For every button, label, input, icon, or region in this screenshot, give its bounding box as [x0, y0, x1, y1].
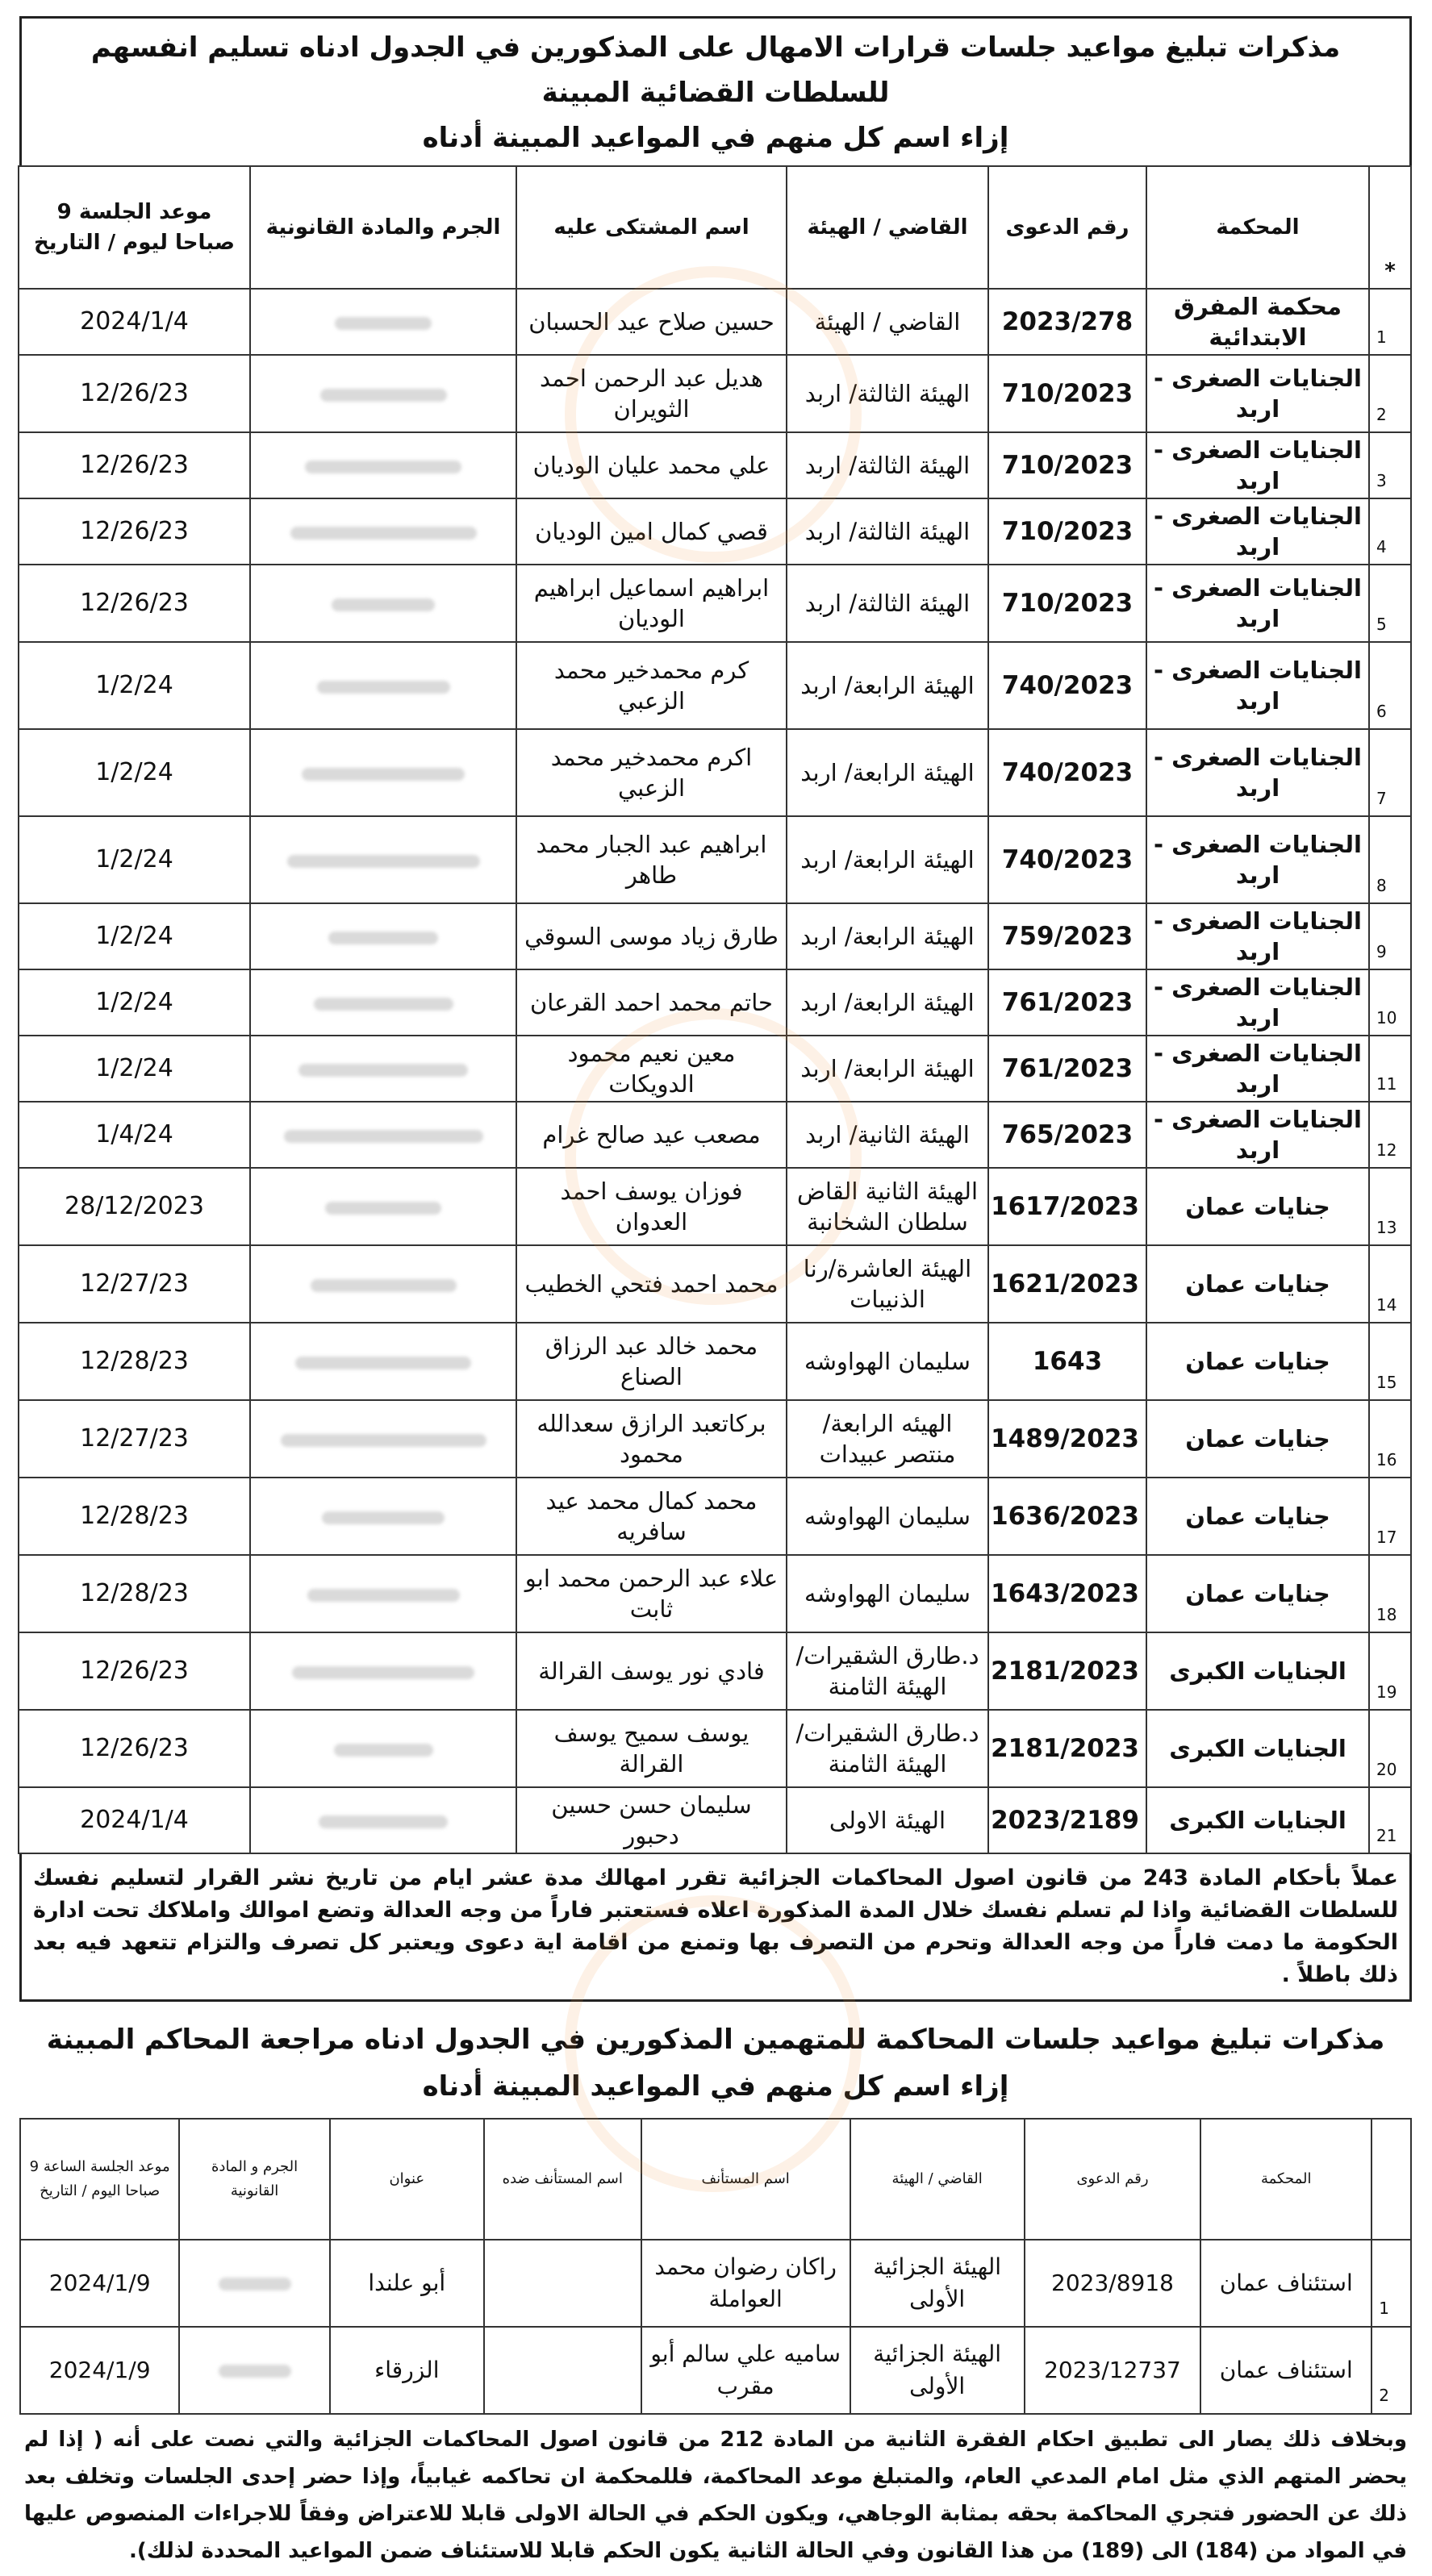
row-number: 3: [1369, 432, 1411, 498]
row-number: 20: [1369, 1710, 1411, 1787]
case-number-cell: 2023/12737: [1025, 2327, 1200, 2414]
crime-cell-redacted: [250, 1710, 516, 1787]
court-cell: الجنايات الصغرى - اربد: [1146, 903, 1369, 969]
crime-cell-redacted: [250, 1245, 516, 1323]
redacted-text: [299, 1064, 468, 1077]
session-date-cell: 1/2/24: [19, 642, 250, 729]
case-number-cell: 1489/2023: [988, 1400, 1146, 1478]
crime-cell-redacted: [179, 2327, 330, 2414]
defendant-name-cell: هديل عبد الرحمن احمد الثويران: [516, 355, 787, 432]
redacted-text: [314, 998, 453, 1011]
session-date-cell: 2024/1/4: [19, 289, 250, 355]
redacted-text: [322, 1511, 445, 1524]
table-row: [19, 355, 1411, 432]
judge-cell: الهيئة الرابعة/ اربد: [787, 1036, 988, 1102]
redacted-text: [302, 768, 465, 781]
court-cell: الجنايات الكبرى: [1146, 1787, 1369, 1853]
table-row: [19, 289, 1411, 355]
case-number-cell: 1636/2023: [988, 1478, 1146, 1555]
judge-cell: الهيئة الرابعة/ اربد: [787, 816, 988, 903]
redacted-text: [307, 1589, 460, 1602]
table-row: [19, 969, 1411, 1036]
crime-cell-redacted: [250, 1787, 516, 1853]
defendant-name-cell: حسين صلاح عيد الحسبان: [516, 289, 787, 355]
redacted-text: [325, 1202, 441, 1215]
header-case: رقم الدعوى: [988, 166, 1146, 289]
judge-cell: الهيئة الثانية القاض سلطان الشخانبة: [787, 1168, 988, 1245]
court-cell: جنايات عمان: [1146, 1400, 1369, 1478]
crime-cell-redacted: [250, 903, 516, 969]
defendant-name-cell: فوزان يوسف احمد العدوان: [516, 1168, 787, 1245]
redacted-text: [311, 1279, 457, 1292]
redacted-text: [328, 932, 438, 944]
row-number: 1: [1371, 2240, 1411, 2327]
section1-title-line1: مذكرات تبليغ مواعيد جلسات قرارات الامهال على المذكورين في الجدول ادناه تسليم انفسهم للسلطات القضائية المبينة: [90, 31, 1341, 109]
court-cell: جنايات عمان: [1146, 1168, 1369, 1245]
crime-cell-redacted: [250, 1323, 516, 1400]
judge-cell: الهيئة الرابعة/ اربد: [787, 969, 988, 1036]
defendant-name-cell: ابراهيم عبد الجبار محمد طاهر: [516, 816, 787, 903]
session-date-cell: 12/26/23: [19, 355, 250, 432]
case-number-cell: 2023/2189: [988, 1787, 1146, 1853]
defendant-name-cell: يوسف سميح يوسف القرالة: [516, 1710, 787, 1787]
court-cell: استئناف عمان: [1200, 2240, 1371, 2327]
case-number-cell: 759/2023: [988, 903, 1146, 969]
case-number-cell: 2023/8918: [1025, 2240, 1200, 2327]
judge-cell: د.طارق الشقيرات/الهيئة الثامنة: [787, 1710, 988, 1787]
table-row: [19, 903, 1411, 969]
redacted-text: [284, 1130, 483, 1143]
header2-court: المحكمة: [1200, 2119, 1371, 2240]
case-number-cell: 1617/2023: [988, 1168, 1146, 1245]
header-num: *: [1369, 166, 1411, 289]
crime-cell-redacted: [250, 642, 516, 729]
row-number: 19: [1369, 1632, 1411, 1710]
court-cell: جنايات عمان: [1146, 1478, 1369, 1555]
row-number: 18: [1369, 1555, 1411, 1632]
table-row: [19, 1632, 1411, 1710]
court-cell: الجنايات الصغرى - اربد: [1146, 432, 1369, 498]
session-date-cell: 1/4/24: [19, 1102, 250, 1168]
judge-cell: الهيئة الرابعة/ اربد: [787, 642, 988, 729]
table-row: [19, 1245, 1411, 1323]
table-row: [19, 642, 1411, 729]
crime-cell-redacted: [250, 355, 516, 432]
table-row: [19, 816, 1411, 903]
table-row: [19, 565, 1411, 642]
section2-header-row: [20, 2119, 1411, 2240]
court-cell: جنايات عمان: [1146, 1245, 1369, 1323]
crime-cell-redacted: [250, 1102, 516, 1168]
crime-cell-redacted: [250, 289, 516, 355]
case-number-cell: 740/2023: [988, 816, 1146, 903]
session-date-cell: 28/12/2023: [19, 1168, 250, 1245]
case-number-cell: 740/2023: [988, 729, 1146, 816]
court-cell: جنايات عمان: [1146, 1323, 1369, 1400]
defendant-name-cell: محمد خالد عبد الرزاق الصناع: [516, 1323, 787, 1400]
judge-cell: الهيئة الثالثة/ اربد: [787, 565, 988, 642]
crime-cell-redacted: [250, 432, 516, 498]
table-row: [19, 1400, 1411, 1478]
case-number-cell: 740/2023: [988, 642, 1146, 729]
table-row: [19, 1168, 1411, 1245]
crime-cell-redacted: [250, 565, 516, 642]
header2-date: موعد الجلسة الساعة 9 صباحا اليوم / التاريخ: [20, 2119, 179, 2240]
crime-cell-redacted: [250, 816, 516, 903]
section1-table: [18, 165, 1412, 1854]
redacted-text: [219, 2278, 291, 2290]
judge-cell: الهيئة الجزائية الأولى: [850, 2240, 1025, 2327]
judge-cell: الهيئة الرابعة/ اربد: [787, 903, 988, 969]
session-date-cell: 2024/1/9: [20, 2327, 179, 2414]
header2-appellant: اسم المستأنف: [641, 2119, 850, 2240]
defendant-name-cell: ابراهيم اسماعيل ابراهيم الوديان: [516, 565, 787, 642]
redacted-text: [292, 1666, 474, 1679]
defendant-name-cell: حاتم محمد احمد القرعان: [516, 969, 787, 1036]
redacted-text: [290, 527, 477, 540]
row-number: 11: [1369, 1036, 1411, 1102]
session-date-cell: 1/2/24: [19, 1036, 250, 1102]
defendant-name-cell: محمد احمد فتحي الخطيب: [516, 1245, 787, 1323]
session-date-cell: 12/26/23: [19, 1710, 250, 1787]
defendant-name-cell: بركاتعبد الرازق سعدالله محمود: [516, 1400, 787, 1478]
defendant-name-cell: اكرم محمدخير محمد الزعبي: [516, 729, 787, 816]
case-number-cell: 1643: [988, 1323, 1146, 1400]
judge-cell: الهيئه الرابعة/منتصر عبيدات: [787, 1400, 988, 1478]
row-number: 15: [1369, 1323, 1411, 1400]
session-date-cell: 1/2/24: [19, 816, 250, 903]
table-row: [19, 432, 1411, 498]
defendant-name-cell: علي محمد عليان الوديان: [516, 432, 787, 498]
judge-cell: الهيئة الثالثة/ اربد: [787, 432, 988, 498]
header2-respondent: اسم المستأنف ضده: [484, 2119, 641, 2240]
case-number-cell: 710/2023: [988, 498, 1146, 565]
court-cell: الجنايات الصغرى - اربد: [1146, 565, 1369, 642]
crime-cell-redacted: [250, 1168, 516, 1245]
session-date-cell: 12/27/23: [19, 1400, 250, 1478]
case-number-cell: 765/2023: [988, 1102, 1146, 1168]
crime-cell-redacted: [179, 2240, 330, 2327]
section2-table: [19, 2118, 1412, 2415]
redacted-text: [287, 855, 480, 868]
header-judge: القاضي / الهيئة: [787, 166, 988, 289]
table-row: [19, 1036, 1411, 1102]
table-row: [19, 1323, 1411, 1400]
row-number: 1: [1369, 289, 1411, 355]
court-cell: الجنايات الصغرى - اربد: [1146, 1036, 1369, 1102]
row-number: 7: [1369, 729, 1411, 816]
judge-cell: الهيئة الجزائية الأولى: [850, 2327, 1025, 2414]
crime-cell-redacted: [250, 498, 516, 565]
table-row: [19, 1478, 1411, 1555]
session-date-cell: 12/26/23: [19, 565, 250, 642]
court-cell: الجنايات الصغرى - اربد: [1146, 729, 1369, 816]
session-date-cell: 1/2/24: [19, 729, 250, 816]
judge-cell: الهيئة العاشرة/رنا الذنيبات: [787, 1245, 988, 1323]
row-number: 8: [1369, 816, 1411, 903]
row-number: 13: [1369, 1168, 1411, 1245]
court-cell: الجنايات الصغرى - اربد: [1146, 816, 1369, 903]
session-date-cell: 12/26/23: [19, 498, 250, 565]
row-number: 14: [1369, 1245, 1411, 1323]
address-cell: الزرقاء: [330, 2327, 484, 2414]
row-number: 16: [1369, 1400, 1411, 1478]
section2-note: وبخلاف ذلك يصار الى تطبيق احكام الفقرة الثانية من المادة 212 من قانون اصول المحاكمات الجزائية والتي نصت على أنه ( إذا لم يحضر المتهم الذي مثل امام المدعي العام، والمتبلغ موعد المحاكمة، فللمحكمة ان تحاكمه غيابياً، وإذا حضر إحدى الجلسات وتخلف بعد ذلك عن الحضور فتجري المحاكمة بحقه بمثابة الوجاهي، ويكون الحكم في الحالة الاولى قابلا للاعتراض وفقاً للاجراءات المنصوص عليها في المواد من (184) الى (189) من هذا القانون وفي الحالة الثانية يكون الحكم قابلا للاستئناف ضمن المواعيد المحددة لذلك).: [24, 2428, 1407, 2563]
case-number-cell: 1621/2023: [988, 1245, 1146, 1323]
session-date-cell: 2024/1/9: [20, 2240, 179, 2327]
court-cell: محكمة المفرق الابتدائية: [1146, 289, 1369, 355]
judge-cell: سليمان الهواوشه: [787, 1478, 988, 1555]
table-row: [19, 1710, 1411, 1787]
defendant-name-cell: مصعب عيد صالح غرام: [516, 1102, 787, 1168]
judge-cell: الهيئة الثالثة/ اربد: [787, 498, 988, 565]
defendant-name-cell: محمد كمال محمد عيد سافريه: [516, 1478, 787, 1555]
section1-note: عملاً بأحكام المادة 243 من قانون اصول المحاكمات الجزائية تقرر امهالك مدة عشر ايام من تاريخ نشر القرار لتسليم نفسك للسلطات القضائية واذا لم تسلم نفسك خلال المدة المذكورة اعلاه فستعتبر فاراً من وجه العدالة وتضع اموالك واملاكك تحت ادارة الحكومة ما دمت فاراً من وجه العدالة وتحرم من التصرف بها وتمنع من اقامة اية دعوى ويعتبر كل تصرف والتزام تتعهد فيه بعد ذلك باطلاً .: [19, 1854, 1412, 2002]
case-number-cell: 2181/2023: [988, 1710, 1146, 1787]
respondent-name-cell: [484, 2240, 641, 2327]
court-cell: الجنايات الصغرى - اربد: [1146, 969, 1369, 1036]
section1-title: [19, 16, 1412, 165]
defendant-name-cell: قصي كمال امين الوديان: [516, 498, 787, 565]
crime-cell-redacted: [250, 1036, 516, 1102]
defendant-name-cell: سليمان حسن حسين دحبور: [516, 1787, 787, 1853]
defendant-name-cell: معين نعيم محمود الدويكات: [516, 1036, 787, 1102]
respondent-name-cell: [484, 2327, 641, 2414]
redacted-text: [281, 1434, 486, 1447]
row-number: 6: [1369, 642, 1411, 729]
header-date: موعد الجلسة 9 صباحا ليوم / التاريخ: [19, 166, 250, 289]
crime-cell-redacted: [250, 969, 516, 1036]
table-row: [19, 1555, 1411, 1632]
row-number: 9: [1369, 903, 1411, 969]
row-number: 4: [1369, 498, 1411, 565]
header2-address: عنوان: [330, 2119, 484, 2240]
crime-cell-redacted: [250, 1478, 516, 1555]
judge-cell: الهيئة الرابعة/ اربد: [787, 729, 988, 816]
judge-cell: د.طارق الشقيرات/الهيئة الثامنة: [787, 1632, 988, 1710]
row-number: 17: [1369, 1478, 1411, 1555]
redacted-text: [320, 389, 447, 402]
section1-title-line2: إزاء اسم كل منهم في المواعيد المبينة أدناه: [422, 122, 1009, 154]
row-number: 2: [1369, 355, 1411, 432]
redacted-text: [317, 681, 450, 694]
header2-judge: القاضي / الهيئة: [850, 2119, 1025, 2240]
header-defendant: اسم المشتكى عليه: [516, 166, 787, 289]
notice-page: [19, 16, 1412, 2563]
header2-crime: الجرم و المادة القانونية: [179, 2119, 330, 2240]
row-number: 2: [1371, 2327, 1411, 2414]
case-number-cell: 710/2023: [988, 355, 1146, 432]
case-number-cell: 2023/278: [988, 289, 1146, 355]
redacted-text: [219, 2365, 291, 2378]
header-court: المحكمة: [1146, 166, 1369, 289]
redacted-text: [319, 1815, 448, 1828]
redacted-text: [335, 317, 432, 330]
case-number-cell: 710/2023: [988, 432, 1146, 498]
table-row: [19, 1102, 1411, 1168]
header-crime: الجرم والمادة القانونية: [250, 166, 516, 289]
court-cell: جنايات عمان: [1146, 1555, 1369, 1632]
crime-cell-redacted: [250, 729, 516, 816]
address-cell: أبو علندا: [330, 2240, 484, 2327]
session-date-cell: 12/27/23: [19, 1245, 250, 1323]
defendant-name-cell: كرم محمدخير محمد الزعبي: [516, 642, 787, 729]
case-number-cell: 2181/2023: [988, 1632, 1146, 1710]
header2-num: [1371, 2119, 1411, 2240]
redacted-text: [332, 598, 435, 611]
table-row: [20, 2327, 1411, 2414]
table-row: [19, 729, 1411, 816]
case-number-cell: 761/2023: [988, 969, 1146, 1036]
judge-cell: القاضي / الهيئة: [787, 289, 988, 355]
court-cell: الجنايات الصغرى - اربد: [1146, 498, 1369, 565]
section2-table-body: [20, 2240, 1411, 2414]
court-cell: الجنايات الصغرى - اربد: [1146, 1102, 1369, 1168]
defendant-name-cell: طارق زياد موسى السوقي: [516, 903, 787, 969]
session-date-cell: 12/28/23: [19, 1323, 250, 1400]
crime-cell-redacted: [250, 1632, 516, 1710]
crime-cell-redacted: [250, 1400, 516, 1478]
header2-case: رقم الدعوى: [1025, 2119, 1200, 2240]
judge-cell: الهيئة الثانية/ اربد: [787, 1102, 988, 1168]
redacted-text: [334, 1744, 433, 1757]
session-date-cell: 2024/1/4: [19, 1787, 250, 1853]
redacted-text: [295, 1357, 471, 1369]
appellant-name-cell: راكان رضوان محمد العواملة: [641, 2240, 850, 2327]
table-row: [19, 498, 1411, 565]
table-row: [20, 2240, 1411, 2327]
case-number-cell: 1643/2023: [988, 1555, 1146, 1632]
section1-table-body: [19, 289, 1411, 1853]
row-number: 12: [1369, 1102, 1411, 1168]
session-date-cell: 1/2/24: [19, 969, 250, 1036]
table-row: [19, 1787, 1411, 1853]
court-cell: استئناف عمان: [1200, 2327, 1371, 2414]
court-cell: الجنايات الصغرى - اربد: [1146, 642, 1369, 729]
row-number: 21: [1369, 1787, 1411, 1853]
judge-cell: سليمان الهواوشه: [787, 1555, 988, 1632]
judge-cell: الهيئة الاولى: [787, 1787, 988, 1853]
row-number: 10: [1369, 969, 1411, 1036]
row-number: 5: [1369, 565, 1411, 642]
judge-cell: سليمان الهواوشه: [787, 1323, 988, 1400]
session-date-cell: 12/26/23: [19, 1632, 250, 1710]
section2-title: مذكرات تبليغ مواعيد جلسات المحاكمة للمتهمين المذكورين في الجدول ادناه مراجعة المحاكم المبينة إزاء اسم كل منهم في المواعيد المبينة أدناه: [46, 2024, 1385, 2103]
session-date-cell: 12/26/23: [19, 432, 250, 498]
session-date-cell: 12/28/23: [19, 1555, 250, 1632]
session-date-cell: 12/28/23: [19, 1478, 250, 1555]
court-cell: الجنايات الصغرى - اربد: [1146, 355, 1369, 432]
case-number-cell: 761/2023: [988, 1036, 1146, 1102]
court-cell: الجنايات الكبرى: [1146, 1710, 1369, 1787]
appellant-name-cell: ساميه علي سالم أبو مقرب: [641, 2327, 850, 2414]
judge-cell: الهيئة الثالثة/ اربد: [787, 355, 988, 432]
defendant-name-cell: علاء عبد الرحمن محمد ابو ثابت: [516, 1555, 787, 1632]
section1-header-row: [19, 166, 1411, 289]
court-cell: الجنايات الكبرى: [1146, 1632, 1369, 1710]
crime-cell-redacted: [250, 1555, 516, 1632]
case-number-cell: 710/2023: [988, 565, 1146, 642]
redacted-text: [305, 461, 461, 473]
defendant-name-cell: فادي نور يوسف القرالة: [516, 1632, 787, 1710]
session-date-cell: 1/2/24: [19, 903, 250, 969]
